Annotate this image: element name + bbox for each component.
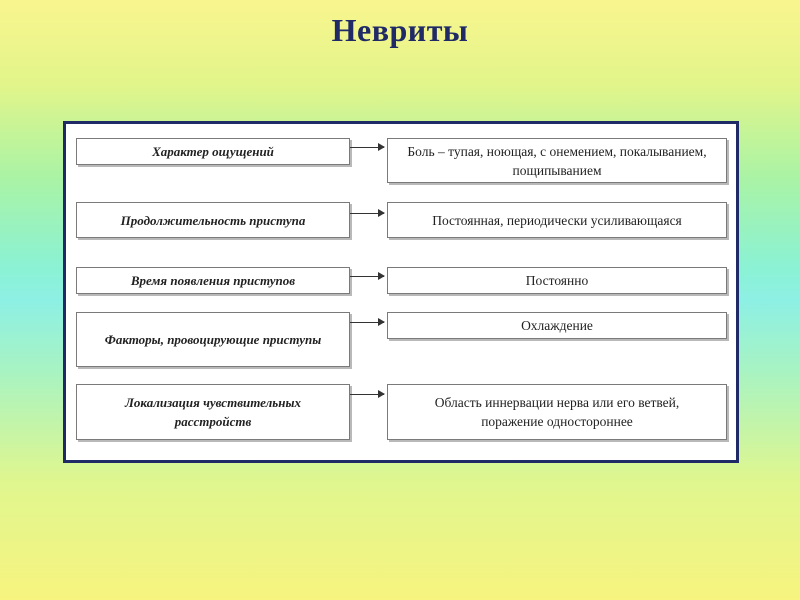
row-3-arrow [350,276,384,277]
row-4-value: Охлаждение [387,312,727,339]
row-2-value: Постоянная, периодически усиливающаяся [387,202,727,238]
row-1-value: Боль – тупая, ноющая, с онемением, покалыванием, пощипыванием [387,138,727,183]
row-5-label: Локализация чувствительных расстройств [76,384,350,440]
row-1-arrow [350,147,384,148]
row-3-value: Постоянно [387,267,727,294]
row-5-value: Область иннервации нерва или его ветвей, поражение одностороннее [387,384,727,440]
row-4-arrow [350,322,384,323]
row-3-label: Время появления приступов [76,267,350,294]
row-2-label: Продолжительность приступа [76,202,350,238]
slide-title: Невриты [331,12,469,48]
row-1-label: Характер ощущений [76,138,350,165]
row-2-arrow [350,213,384,214]
row-4-label: Факторы, провоцирующие приступы [76,312,350,367]
row-5-arrow [350,394,384,395]
